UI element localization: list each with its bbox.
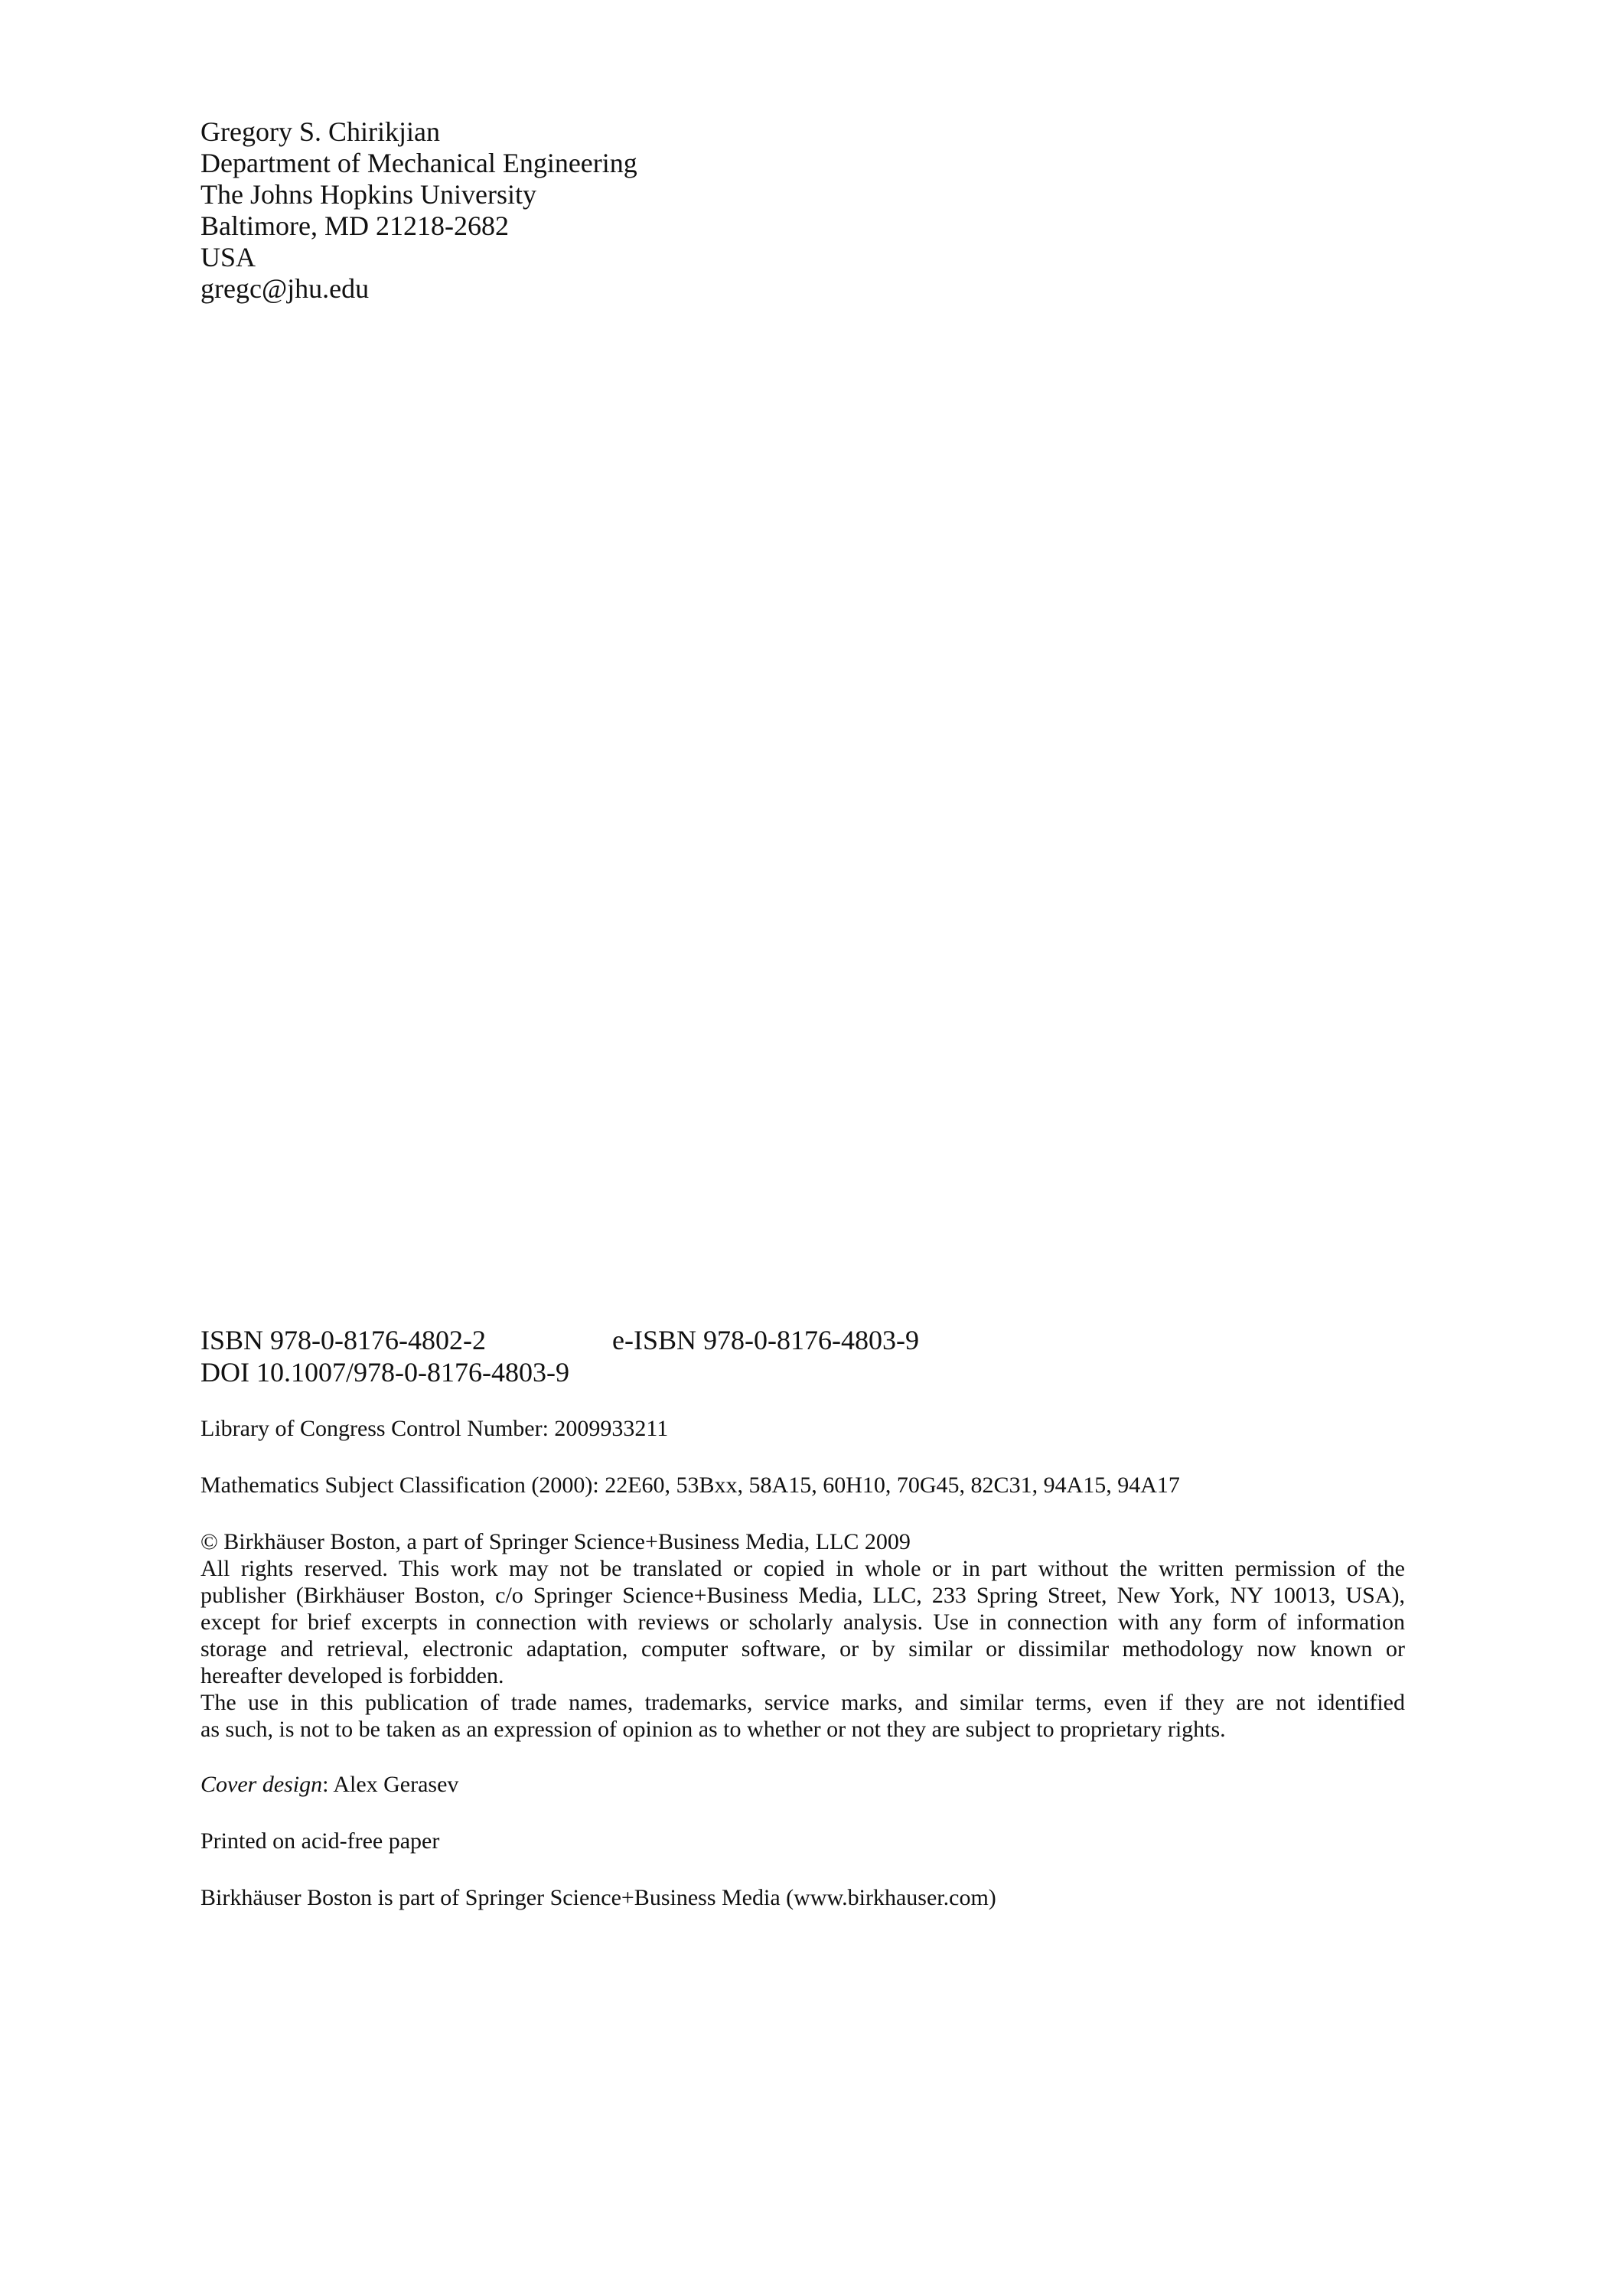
- author-address-block: [200, 116, 637, 305]
- cover-design-credit: [200, 1772, 1405, 1798]
- math-subject-classification: Mathematics Subject Classification (2000): 22E60, 53Bxx, 58A15, 60H10, 70G45, 82C31, 94A15, 94A17: [200, 1473, 1180, 1498]
- cover-design-label: Cover design: [200, 1772, 323, 1797]
- author-email: gregc@jhu.edu: [200, 273, 370, 304]
- author-department: Department of Mechanical Engineering: [200, 148, 637, 178]
- e-isbn: e-ISBN 978-0-8176-4803-9: [612, 1325, 919, 1355]
- acid-free-note: Printed on acid-free paper: [200, 1828, 440, 1854]
- library-of-congress-number: Library of Congress Control Number: 2009933211: [200, 1416, 669, 1441]
- isbn-row: [200, 1324, 1405, 1356]
- rights-line: storage and retrieval, electronic adaptation, computer software, or by similar or dissimilar methodology now known or: [200, 1636, 1405, 1662]
- imprint-block: [200, 1324, 1405, 1911]
- trademark-paragraph: [200, 1689, 1405, 1743]
- author-city: Baltimore, MD 21218-2682: [200, 210, 509, 241]
- author-university: The Johns Hopkins University: [200, 179, 536, 210]
- cover-designer-name: : Alex Gerasev: [322, 1772, 459, 1797]
- rights-line: except for brief excerpts in connection with reviews or scholarly analysis. Use in connection with any form of information: [200, 1609, 1405, 1635]
- rights-paragraph: [200, 1555, 1405, 1689]
- rights-line: hereafter developed is forbidden.: [200, 1663, 504, 1688]
- copyright-notice: © Birkhäuser Boston, a part of Springer Science+Business Media, LLC 2009: [200, 1529, 911, 1554]
- rights-line: publisher (Birkhäuser Boston, c/o Springer Science+Business Media, LLC, 233 Spring Street, New York, NY 10013, USA),: [200, 1583, 1405, 1608]
- isbn: ISBN 978-0-8176-4802-2: [200, 1325, 486, 1355]
- trademark-line: The use in this publication of trade names, trademarks, service marks, and similar terms, even if they are not identified: [200, 1690, 1405, 1715]
- publisher-note: Birkhäuser Boston is part of Springer Science+Business Media (www.birkhauser.com): [200, 1885, 996, 1910]
- author-name: Gregory S. Chirikjian: [200, 116, 440, 147]
- doi: DOI 10.1007/978-0-8176-4803-9: [200, 1357, 569, 1388]
- author-country: USA: [200, 242, 256, 272]
- trademark-line: as such, is not to be taken as an expression of opinion as to whether or not they are subject to proprietary rights.: [200, 1717, 1226, 1742]
- rights-line: All rights reserved. This work may not be translated or copied in whole or in part without the written permission of the: [200, 1556, 1405, 1581]
